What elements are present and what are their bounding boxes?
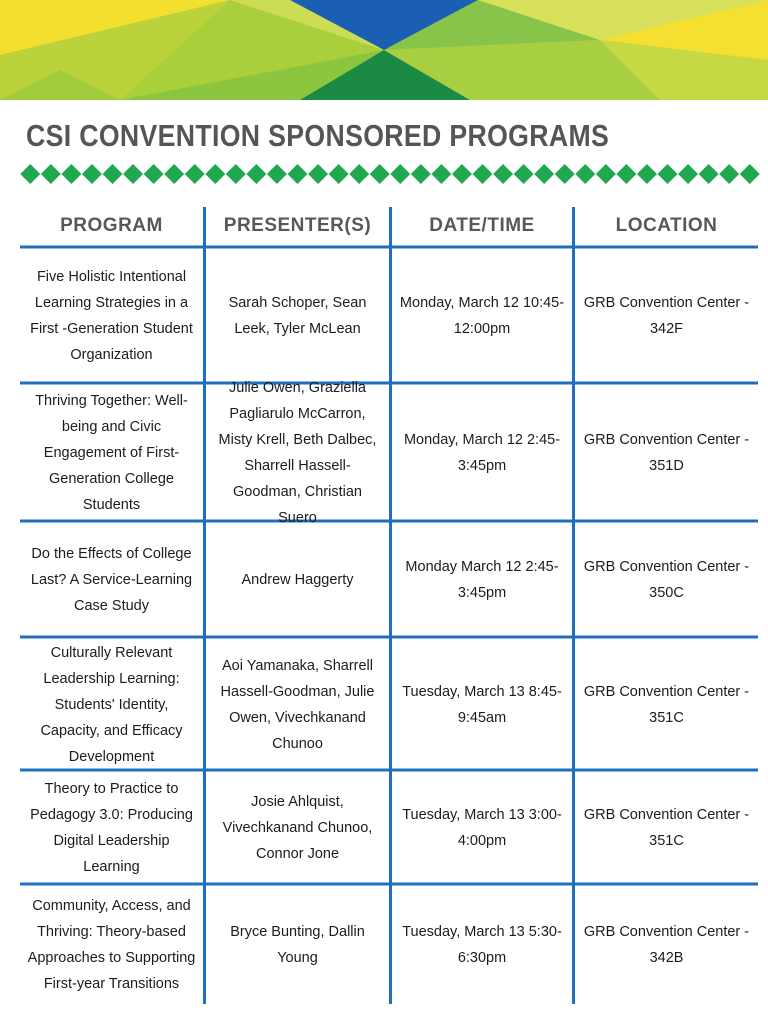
table-row-5-program: Theory to Practice to Pedagogy 3.0: Producing Digital Leadership Learning <box>30 781 193 875</box>
header-presenters: PRESENTER(S) <box>223 215 372 236</box>
table-row-3-presenters: Andrew Haggerty <box>241 572 354 588</box>
diamond-shape <box>493 164 513 184</box>
diamond-shape <box>103 164 123 184</box>
diamond-divider <box>20 160 760 188</box>
diamond-shape <box>123 164 143 184</box>
diamond-shape <box>678 164 698 184</box>
table-row-6-presenters: Bryce Bunting, Dallin Young <box>230 924 365 966</box>
table-row-4-presenters: Aoi Yamanaka, Sharrell Hassell-Goodman, Julie Owen, Vivechkanand Chunoo <box>220 657 375 752</box>
table-row-5-presenters: Josie Ahlquist, Vivechkanand Chunoo, Connor Jone <box>222 794 373 862</box>
table-row-2-location: GRB Convention Center - 351D <box>583 432 750 474</box>
diamond-shape <box>719 164 739 184</box>
diamond-shape <box>41 164 61 184</box>
diamond-shape <box>267 164 287 184</box>
diamond-shape <box>616 164 636 184</box>
diamond-shape <box>575 164 595 184</box>
table-row-3-datetime: Monday March 12 2:45-3:45pm <box>405 559 559 601</box>
table-row-1-program: Five Holistic Intentional Learning Strategies in a First -Generation Student Organization <box>30 269 193 363</box>
header-banner <box>0 0 768 100</box>
diamond-shape <box>329 164 349 184</box>
diamond-shape <box>246 164 266 184</box>
diamond-shape <box>308 164 328 184</box>
diamond-shape <box>20 164 40 184</box>
table-row-2-presenters: Julie Owen, Graziella Pagliarulo McCarron, Misty Krell, Beth Dalbec, Sharrell Hassell-Goodman, Christian Suero <box>218 380 377 526</box>
page-title: CSI CONVENTION SPONSORED PROGRAMS <box>26 118 610 153</box>
table-row-1-datetime: Monday, March 12 10:45-12:00pm <box>399 295 565 337</box>
table-row-1-presenters: Sarah Schoper, Sean Leek, Tyler McLean <box>228 295 367 337</box>
table-row-6-program: Community, Access, and Thriving: Theory-based Approaches to Supporting First-year Transitions <box>27 898 196 992</box>
diamond-shape <box>185 164 205 184</box>
table-row-4-location: GRB Convention Center - 351C <box>583 683 750 726</box>
diamond-shape <box>514 164 534 184</box>
diamond-shape <box>164 164 184 184</box>
diamond-shape <box>226 164 246 184</box>
diamond-shape <box>637 164 657 184</box>
diamond-shape <box>390 164 410 184</box>
diamond-shape <box>288 164 308 184</box>
table-row-4-program: Culturally Relevant Leadership Learning: Students' Identity, Capacity, and Efficacy Development <box>40 644 183 765</box>
diamond-shape <box>658 164 678 184</box>
diamond-shape <box>431 164 451 184</box>
diamond-shape <box>452 164 472 184</box>
diamond-shape <box>82 164 102 184</box>
table-row-5-datetime: Tuesday, March 13 3:00-4:00pm <box>402 807 562 849</box>
header-datetime: DATE/TIME <box>429 215 535 236</box>
table-row-4-datetime: Tuesday, March 13 8:45-9:45am <box>402 683 562 726</box>
table-row-2-program: Thriving Together: Well-being and Civic Engagement of First-Generation College Students <box>35 393 188 513</box>
header-program: PROGRAM <box>60 215 163 236</box>
diamond-shape <box>534 164 554 184</box>
diamond-shape <box>411 164 431 184</box>
diamond-shape <box>144 164 164 184</box>
table-row-1-location: GRB Convention Center - 342F <box>583 295 750 337</box>
diamond-shape <box>699 164 719 184</box>
diamond-shape <box>205 164 225 184</box>
diamond-shape <box>740 164 760 184</box>
table-row-6-location: GRB Convention Center - 342B <box>583 924 750 966</box>
table-row-5-location: GRB Convention Center - 351C <box>583 807 750 849</box>
diamond-shape <box>349 164 369 184</box>
table-row-3-program: Do the Effects of College Last? A Service-Learning Case Study <box>30 546 193 614</box>
table-row-6-datetime: Tuesday, March 13 5:30-6:30pm <box>402 924 562 966</box>
diamond-shape <box>370 164 390 184</box>
diamond-shape <box>61 164 81 184</box>
table-row-2-datetime: Monday, March 12 2:45-3:45pm <box>403 432 561 474</box>
header-location: LOCATION <box>615 215 718 236</box>
table-row-3-location: GRB Convention Center - 350C <box>583 559 750 601</box>
diamond-shape <box>555 164 575 184</box>
diamond-shape <box>596 164 616 184</box>
diamond-shape <box>473 164 493 184</box>
